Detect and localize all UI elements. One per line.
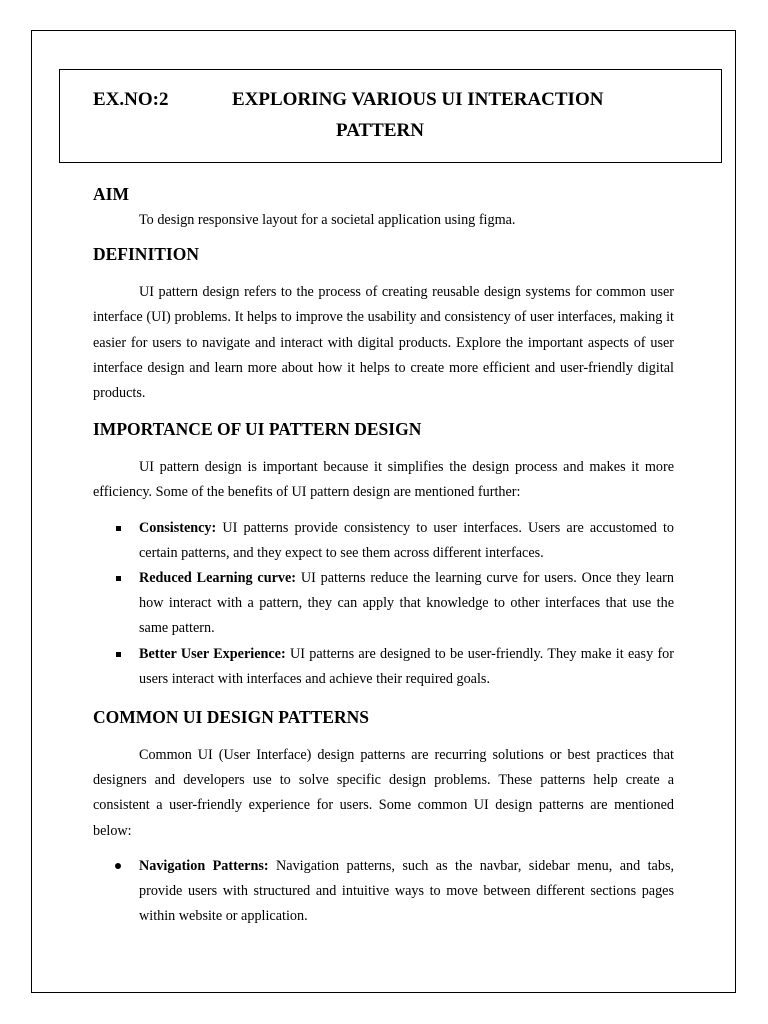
importance-intro: UI pattern design is important because it simplifies the design process and makes it more efficiency. Some of the benefits of UI pattern design are mentioned further:: [93, 459, 674, 501]
list-item-term: Reduced Learning curve:: [139, 570, 297, 587]
list-item-text: Navigation patterns, such as the navbar, sidebar menu, and tabs, provide users with structured and intuitive ways to move between different sections pages within website or application.: [139, 857, 675, 925]
aim-text: To design responsive layout for a societal application using figma.: [139, 212, 516, 228]
common-patterns-intro: Common UI (User Interface) design patterns are recurring solutions or best practices that designers and developers use to solve specific design problems. These patterns help create a consistent a user-friendly experience for users. Some common UI design patterns are mentioned below:: [93, 747, 674, 839]
importance-heading: IMPORTANCE OF UI PATTERN DESIGN: [93, 419, 422, 440]
list-item-term: Consistency:: [139, 519, 217, 536]
common-patterns-list: [93, 854, 674, 930]
exercise-title-line-1: EXPLORING VARIOUS UI INTERACTION: [232, 89, 604, 110]
list-item-text: UI patterns provide consistency to user interfaces. Users are accustomed to certain patterns, and they expect to see them across different interfaces.: [139, 519, 674, 561]
list-item-text: UI patterns are designed to be user-friendly. They make it easy for users interact with interfaces and achieve their required goals.: [139, 645, 674, 687]
list-item: [93, 516, 674, 566]
list-item-term: Better User Experience:: [139, 645, 286, 662]
exercise-number: EX.NO:2: [93, 89, 169, 110]
definition-heading: DEFINITION: [93, 244, 199, 265]
square-bullet-icon: [116, 576, 121, 581]
definition-text: UI pattern design refers to the process of creating reusable design systems for common user interface (UI) problems. It helps to improve the usability and consistency of user interfaces, making it easier for users to navigate and interact with digital products. Explore the important aspects of user interface design and learn more about how it helps to create more efficient and user-friendly digital products.: [93, 284, 674, 402]
title-box: [59, 69, 722, 163]
document-body: [93, 182, 674, 929]
list-item: [93, 854, 674, 930]
list-item-term: Navigation Patterns:: [139, 857, 269, 874]
square-bullet-icon: [116, 526, 121, 531]
common-patterns-heading: COMMON UI DESIGN PATTERNS: [93, 707, 369, 728]
exercise-title-line-2: PATTERN: [336, 120, 424, 141]
importance-list: [93, 516, 674, 692]
round-bullet-icon: [115, 863, 121, 869]
list-item: [93, 642, 674, 692]
aim-heading: AIM: [93, 184, 129, 204]
list-item-text: UI patterns reduce the learning curve for users. Once they learn how interact with a pattern, they can apply that knowledge to other interfaces that use the same pattern.: [139, 570, 674, 637]
square-bullet-icon: [116, 652, 121, 657]
list-item: [93, 566, 674, 642]
